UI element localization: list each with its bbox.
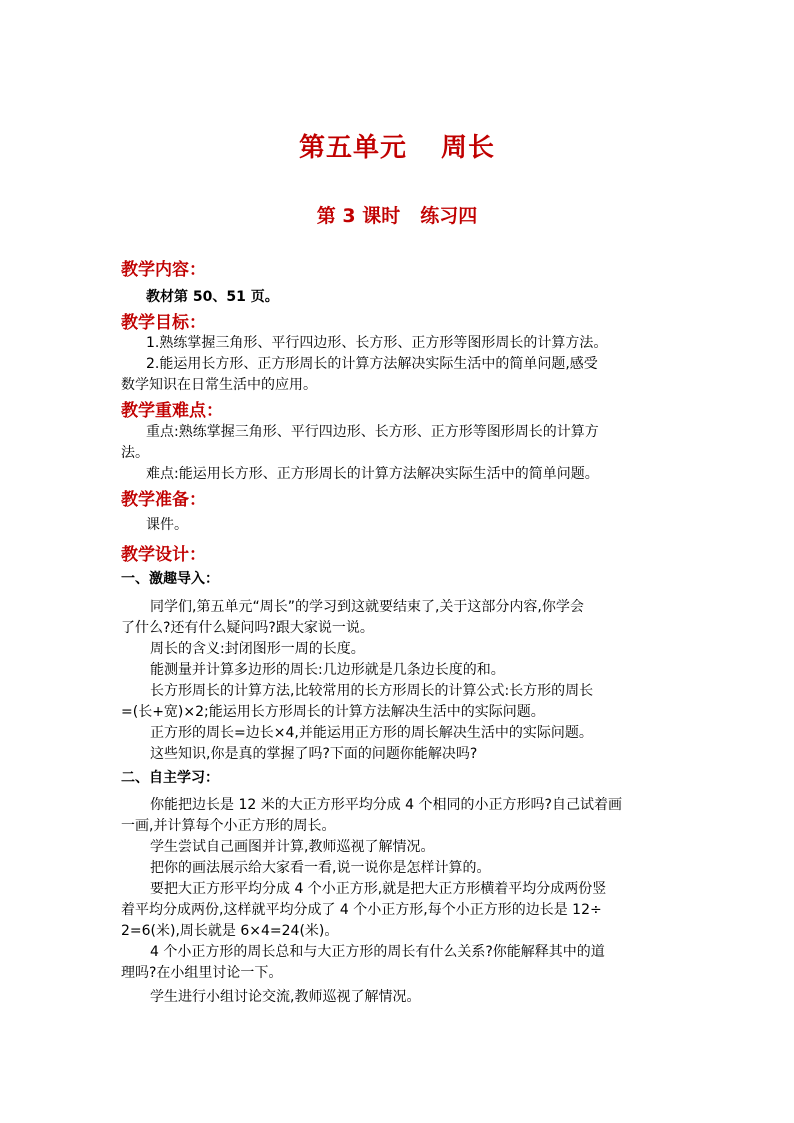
lesson-name: 练习四: [420, 205, 478, 227]
section-heading-goals: 教学目标：: [121, 313, 206, 333]
part-heading: 一、激趣导入：: [121, 571, 219, 587]
unit-title-name: 周长: [441, 133, 496, 163]
unit-title: [0, 127, 794, 164]
section-heading-key-points: 教学重难点：: [121, 401, 223, 421]
lesson-subtitle: [0, 201, 794, 228]
key-point-line: 重点:熟练掌握三角形、平行四边形、长方形、正方形等图形周长的计算方: [146, 424, 599, 440]
paragraph-line: 同学们,第五单元“周长”的学习到这就要结束了,关于这部分内容,你学会: [150, 599, 584, 615]
section-heading-design: 教学设计：: [121, 545, 206, 565]
section-heading-content: 教学内容：: [121, 260, 206, 280]
paragraph-line: 一画,并计算每个小正方形的周长。: [121, 818, 336, 834]
part-heading: 二、自主学习：: [121, 770, 219, 786]
paragraph-line: 正方形的周长=边长×4,并能运用正方形的周长解决生活中的实际问题。: [150, 725, 593, 741]
paragraph-line: 你能把边长是 12 米的大正方形平均分成 4 个相同的小正方形吗?自己试着画: [150, 797, 622, 813]
key-point-line: 难点:能运用长方形、正方形周长的计算方法解决实际生活中的简单问题。: [146, 466, 599, 482]
paragraph-line: 2=6(米),周长就是 6×4=24(米)。: [121, 923, 339, 939]
key-point-line: 法。: [121, 445, 149, 461]
paragraph-line: 能测量并计算多边形的周长:几边形就是几条边长度的和。: [150, 662, 505, 678]
paragraph-line: =(长+宽)×2;能运用长方形周长的计算方法解决生活中的实际问题。: [121, 704, 545, 720]
goal-line: 2.能运用长方形、正方形周长的计算方法解决实际生活中的简单问题,感受: [146, 356, 598, 372]
section-heading-prep: 教学准备：: [121, 490, 206, 510]
paragraph-line: 理吗?在小组里讨论一下。: [121, 965, 283, 981]
paragraph-line: 4 个小正方形的周长总和与大正方形的周长有什么关系?你能解释其中的道: [150, 944, 605, 960]
unit-title-number: 第五单元: [298, 133, 407, 163]
goal-line: 数学知识在日常生活中的应用。: [121, 377, 317, 393]
paragraph-line: 把你的画法展示给大家看一看,说一说你是怎样计算的。: [150, 860, 491, 876]
paragraph-line: 要把大正方形平均分成 4 个小正方形,就是把大正方形横着平均分成两份竖: [150, 881, 607, 897]
goal-line: 1.熟练掌握三角形、平行四边形、长方形、正方形等图形周长的计算方法。: [146, 335, 608, 351]
content-line: 教材第 50、51 页。: [146, 289, 279, 305]
paragraph-line: 长方形周长的计算方法,比较常用的长方形周长的计算公式:长方形的周长: [150, 683, 594, 699]
lesson-number: 第 3 课时: [316, 205, 401, 227]
paragraph-line: 周长的含义:封闭图形一周的长度。: [150, 641, 365, 657]
paragraph-line: 学生尝试自己画图并计算,教师巡视了解情况。: [150, 839, 435, 855]
paragraph-line: 学生进行小组讨论交流,教师巡视了解情况。: [150, 989, 421, 1005]
prep-line: 课件。: [146, 517, 188, 533]
paragraph-line: 这些知识,你是真的掌握了吗?下面的问题你能解决吗?: [150, 746, 478, 762]
paragraph-line: 着平均分成两份,这样就平均分成了 4 个小正方形,每个小正方形的边长是 12÷: [121, 902, 602, 918]
paragraph-line: 了什么?还有什么疑问吗?跟大家说一说。: [121, 620, 374, 636]
